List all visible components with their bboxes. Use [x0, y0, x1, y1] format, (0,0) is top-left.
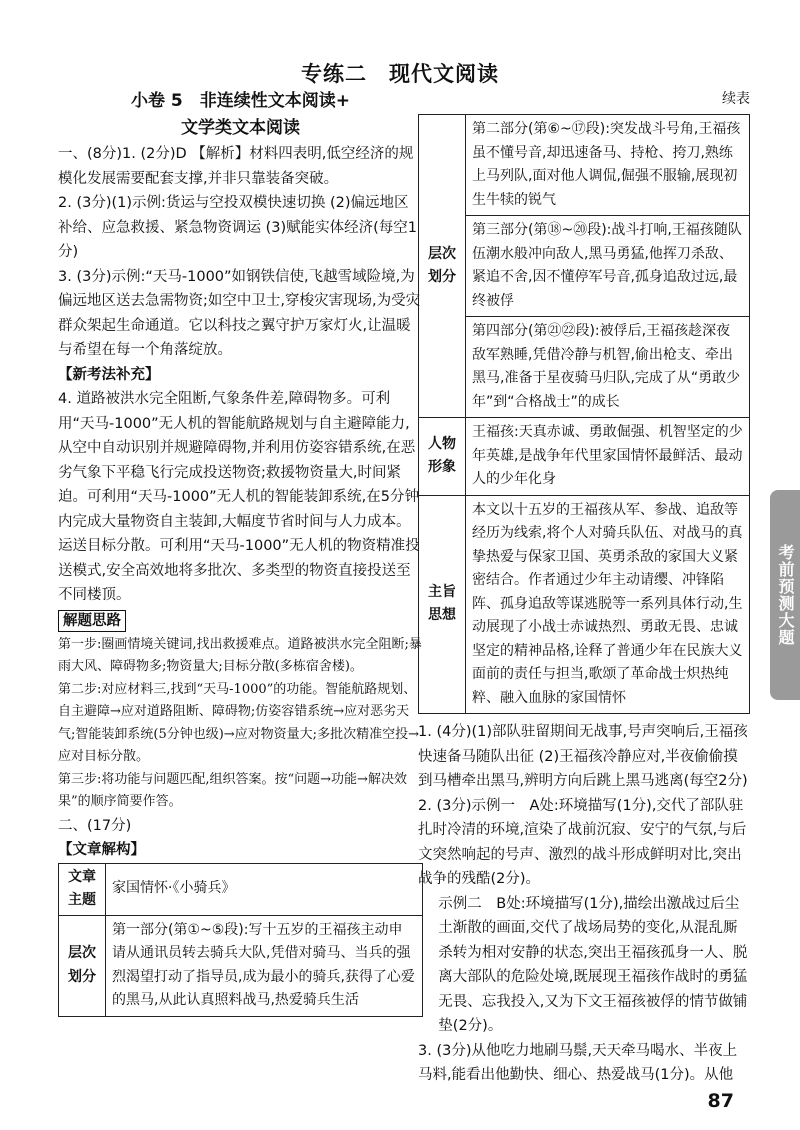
table-cell-theme: 本文以十五岁的王福孩从军、参战、追敌等经历为线索,将个人对骑兵队伍、对战马的真挚热爱与保家卫国、英勇杀敌的家国大义紧密结合。作者通过少年主动请缨、冲锋陷阵、孤身追敌等谋逃脱等一系列具体行动,生动展现了小战士赤诚热烈、勇敢无畏、忠诚坚定的精神品格,诠释了普通少年在民族大义面前的责任与担当,歌颂了革命战士炽热纯粹、融入血脉的家国情怀	[466, 495, 750, 714]
table-row	[59, 863, 423, 915]
table-label-levels: 层次划分	[59, 915, 106, 1016]
left-column	[58, 88, 423, 1017]
hint-block	[58, 608, 423, 814]
table-cell-figure: 王福孩:天真赤诚、勇敢倔强、机智坚定的少年英雄,是战争年代里家国情怀最鲜活、最动人的少年化身	[466, 418, 750, 496]
page-title: 专练二 现代文阅读	[301, 62, 499, 86]
structure-table	[58, 863, 423, 1017]
table-row	[419, 317, 750, 418]
section-title: 小卷 5 非连续性文本阅读+	[131, 91, 350, 111]
table-label-theme: 主旨思想	[419, 495, 466, 714]
answer-story-3: 3. (3分)从他吃力地刷马鬃,天天牵马喝水、半夜上马料,能看出他勤快、细心、热爱战马(1分)。从他	[418, 1042, 738, 1083]
right-column	[418, 88, 750, 1088]
table-cell-part2: 第二部分(第⑥~⑰段):突发战斗号角,王福孩虽不懂号音,却迅速备马、持枪、挎刀,熟练上马列队,面对他人调侃,倔强不服输,展现初生牛犊的锐气	[466, 115, 750, 216]
answer-3: 3. (3分)示例:“天马-1000”如钢铁信使,飞越雪域险境,为偏远地区送去急需物资;如空中卫士,穿梭灾害现场,为受灾群众架起生命通道。它以科技之翼守护万家灯火,让温暖与希望在每一个角落绽放。	[58, 268, 421, 358]
table-row	[419, 495, 750, 714]
answer-4: 4. 道路被洪水完全阻断,气象条件差,障碍物多。可利用“天马-1000”无人机的智能航路规划与自主避障能力,从空中自动识别并规避障碍物,并利用仿姿容错系统,在恶劣气象下平稳飞行完成投送物资;救援物资量大,时间紧迫。可利用“天马-1000”无人机的智能装卸系统,在5分钟内完成大量物资自主装卸,大幅度节省时间与人力成本。运送目标分散。可利用“天马-1000”无人机的物资精准投送模式,安全高效地将多批次、多类型的物资直接投送至不同楼顶。	[58, 391, 420, 603]
hint-step-1: 第一步:圈画情境关键词,找出救援难点。道路被洪水完全阻断;暴雨大风、障碍物多;物资量大;目标分散(多栋宿舍楼)。	[58, 636, 422, 674]
structure-heading: 【文章解构】	[58, 842, 145, 858]
table-cell-part1: 第一部分(第①~⑤段):写十五岁的王福孩主动申请从通讯员转去骑兵大队,凭借对骑马、当兵的强烈渴望打动了指导员,成为最小的骑兵,获得了心爱的黑马,从此认真照料战马,热爱骑兵生活	[106, 915, 423, 1016]
question-two-heading: 二、(17分)	[58, 817, 132, 834]
answer-1: 一、(8分)1. (2分)D 【解析】材料四表明,低空经济的规模化发展需要配套支撑,并非只靠装备突破。	[58, 146, 414, 187]
table-label-theme: 文章主题	[59, 863, 106, 915]
answer-story-2: 2. (3分)示例一 A处:环境描写(1分),交代了部队驻扎时冷清的环境,渲染了战前沉寂、安宁的气氛,与后文突然响起的号声、激烈的战斗形成鲜明对比,突出战争的残酷(2分)。	[418, 797, 747, 887]
table-label-levels: 层次划分	[419, 115, 466, 418]
hint-heading: 解题思路	[58, 610, 126, 632]
answer-2: 2. (3分)(1)示例:货运与空投双模快速切换 (2)偏远地区补给、应急救援、紧急物资调运 (3)赋能实体经济(每空1分)	[58, 195, 418, 260]
table-cell-part4: 第四部分(第㉑㉒段):被俘后,王福孩趁深夜敌军熟睡,凭借冷静与机智,偷出枪支、牵出黑马,准备于星夜骑马归队,完成了从“勇敢少年”到“合格战士”的成长	[466, 317, 750, 418]
table-row	[419, 115, 750, 216]
table-row	[419, 418, 750, 496]
table-row	[59, 915, 423, 1016]
page-number: 87	[707, 1090, 734, 1112]
table-label-figure: 人物形象	[419, 418, 466, 496]
new-method-heading: 【新考法补充】	[58, 366, 160, 383]
answer-story-1: 1. (4分)(1)部队驻留期间无战事,号声突响后,王福孩快速备马随队出征 (2)王福孩冷静应对,半夜偷偷摸到马槽牵出黑马,辨明方向后跳上黑马逃离(每空2分)	[418, 724, 748, 789]
table-cell-theme: 家国情怀·《小骑兵》	[106, 863, 423, 915]
continued-label: 续表	[722, 91, 750, 107]
table-cell-part3: 第三部分(第⑱~⑳段):战斗打响,王福孩随队伍潮水般冲向敌人,黑马勇猛,他挥刀杀敌、紧追不舍,因不懂停军号音,孤身追敌过远,最终被俘	[466, 216, 750, 317]
answer-story-2b: 示例二 B处:环境描写(1分),描绘出激战过后尘土渐散的画面,交代了战场局势的变化,从混乱厮杀转为相对安静的状态,突出王福孩孤身一人、脱离大部队的危险处境,既展现王福孩作战时的勇猛无畏、忘我投入,又为下文王福孩被俘的情节做铺垫(2分)。	[438, 895, 748, 1034]
hint-step-2: 第二步:对应材料三,找到“天马-1000”的功能。智能航路规划、自主避障→应对道路阻断、障碍物;仿姿容错系统→应对恶劣天气;智能装卸系统(5分钟也级)→应对物资量大;多批次精准空投→应对目标分散。	[58, 681, 419, 764]
side-tab: 考前预测大题	[770, 490, 800, 700]
hint-step-3: 第三步:将功能与问题匹配,组织答案。按“问题→功能→解决效果”的顺序简要作答。	[58, 771, 407, 809]
table-row	[419, 216, 750, 317]
structure-table-continued	[418, 114, 750, 714]
section-subtitle: 文学类文本阅读	[181, 118, 300, 138]
